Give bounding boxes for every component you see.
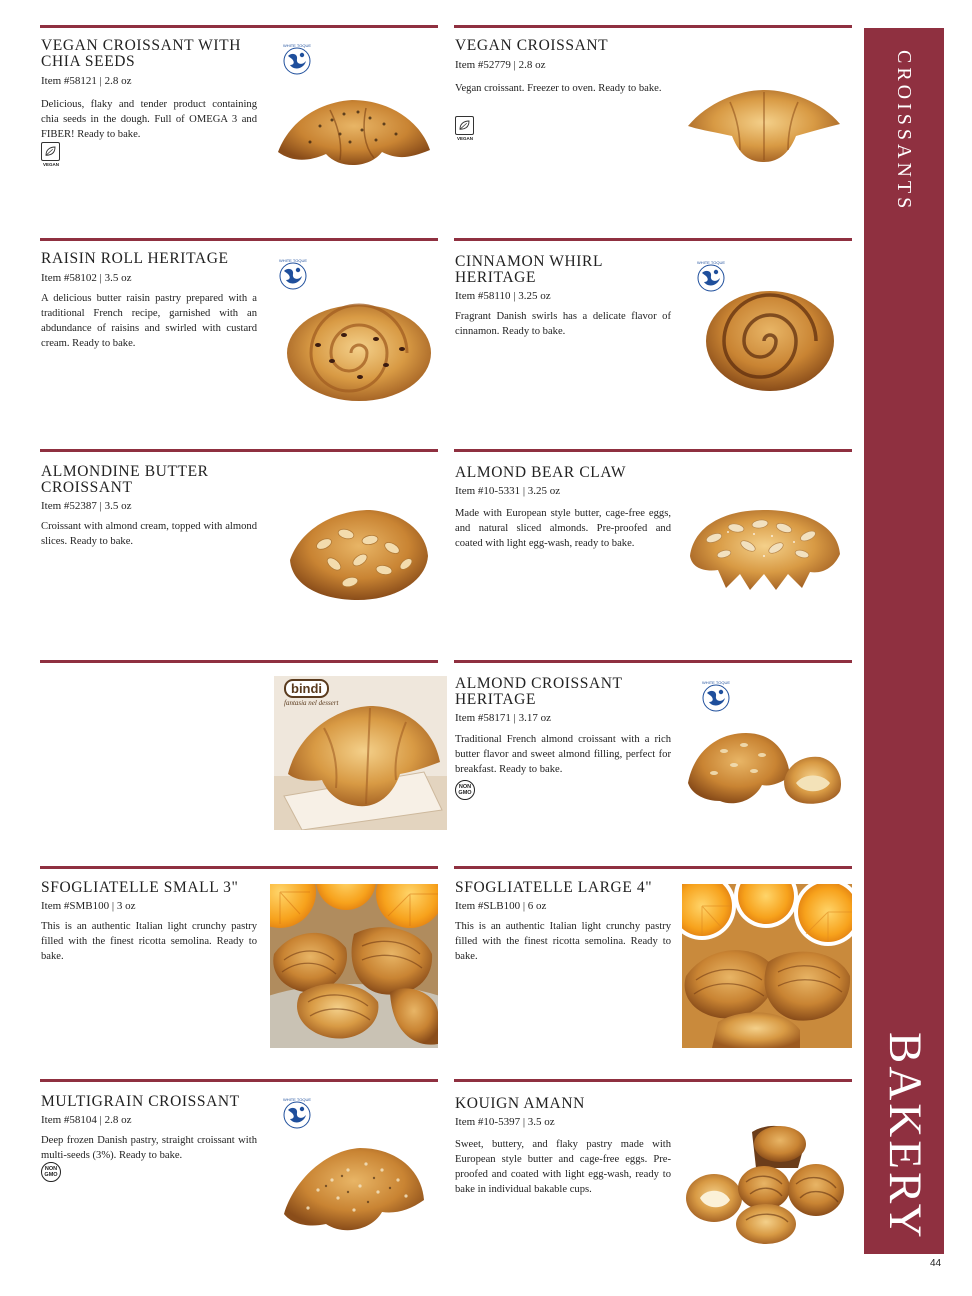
product-card bbox=[40, 1079, 438, 1254]
white-toque-badge-icon bbox=[276, 257, 310, 291]
product-title: VEGAN CROISSANT WITH CHIA SEEDS bbox=[41, 37, 242, 70]
product-item-number: Item #52387 | 3.5 oz bbox=[41, 500, 132, 512]
product-title: SFOGLIATELLE SMALL 3" bbox=[41, 879, 239, 896]
category-label: CROISSANTS bbox=[893, 50, 915, 213]
product-title: ALMOND BEAR CLAW bbox=[455, 464, 627, 481]
white-toque-badge-icon bbox=[280, 42, 314, 76]
product-photo bbox=[682, 884, 852, 1048]
product-title: ALMOND CROISSANT HERITAGE bbox=[455, 675, 623, 708]
department-label: BAKERY bbox=[879, 1032, 931, 1241]
product-item-number: Item #58171 | 3.17 oz bbox=[455, 712, 551, 724]
product-item-number: Item #58104 | 2.8 oz bbox=[41, 1114, 132, 1126]
non-gmo-icon: NON GMO bbox=[41, 1162, 61, 1182]
product-card bbox=[454, 866, 852, 1056]
product-item-number: Item #10-5331 | 3.25 oz bbox=[455, 485, 561, 497]
white-toque-badge-icon bbox=[699, 679, 733, 713]
product-photo bbox=[684, 80, 844, 170]
product-card bbox=[40, 25, 438, 215]
category-sidebar bbox=[864, 28, 944, 1254]
page-number: 44 bbox=[930, 1258, 942, 1269]
product-photo bbox=[684, 721, 846, 811]
product-title: RAISIN ROLL HERITAGE bbox=[41, 250, 229, 267]
product-item-number: Item #SMB100 | 3 oz bbox=[41, 900, 136, 912]
product-card bbox=[454, 660, 852, 850]
product-description: Made with European style butter, cage-free eggs, and natural sliced almonds. Pre-proofed and coated with light egg-wash, ready to bake. bbox=[455, 508, 671, 549]
product-title: CINNAMON WHIRL HERITAGE bbox=[455, 253, 603, 286]
product-card bbox=[40, 866, 438, 1056]
product-item-number: Item #58110 | 3.25 oz bbox=[455, 290, 551, 302]
product-card bbox=[454, 25, 852, 215]
vegan-icon: VEGAN bbox=[41, 142, 61, 168]
product-card bbox=[454, 1079, 852, 1254]
product-photo bbox=[270, 884, 438, 1048]
product-description: Deep frozen Danish pastry, straight croissant with multi-seeds (3%). Ready to bake. bbox=[41, 1135, 257, 1161]
product-card bbox=[40, 449, 438, 639]
product-item-number: Item #58121 | 2.8 oz bbox=[41, 75, 132, 87]
product-photo bbox=[278, 1140, 428, 1240]
product-card bbox=[454, 238, 852, 428]
product-photo bbox=[704, 285, 836, 395]
product-title: VEGAN CROISSANT bbox=[455, 37, 609, 54]
product-card bbox=[40, 238, 438, 428]
product-photo bbox=[284, 295, 434, 405]
product-title: SFOGLIATELLE LARGE 4" bbox=[455, 879, 653, 896]
product-item-number: Item #10-5397 | 3.5 oz bbox=[455, 1116, 555, 1128]
section-divider bbox=[40, 660, 438, 663]
product-description: Delicious, flaky and tender product containing chia seeds in the dough. Full of OMEGA 3 and FIBER! Ready to bake. bbox=[41, 99, 257, 140]
non-gmo-icon: NON GMO bbox=[455, 780, 475, 800]
product-description: Fragrant Danish swirls has a delicate flavor of cinnamon. Ready to bake. bbox=[455, 311, 671, 337]
product-item-number: Item #SLB100 | 6 oz bbox=[455, 900, 547, 912]
bindi-logo: bindi fantasia nel dessert bbox=[284, 681, 339, 707]
product-description: This is an authentic Italian light crunchy pastry filled with the finest ricotta semolina. Ready to bake. bbox=[455, 921, 671, 962]
product-title: ALMONDINE BUTTER CROISSANT bbox=[41, 463, 209, 496]
product-title: KOUIGN AMANN bbox=[455, 1095, 585, 1112]
product-photo bbox=[270, 80, 438, 188]
product-card bbox=[454, 449, 852, 639]
product-description: Croissant with almond cream, topped with almond slices. Ready to bake. bbox=[41, 521, 257, 547]
product-item-number: Item #58102 | 3.5 oz bbox=[41, 272, 132, 284]
product-photo bbox=[684, 502, 846, 594]
vegan-icon: VEGAN bbox=[455, 116, 475, 142]
product-description: A delicious butter raisin pastry prepared with a traditional French recipe, garnished with an abdundance of raisins and swirled with custard cream. Ready to bake. bbox=[41, 293, 257, 349]
product-photo bbox=[284, 504, 434, 604]
product-photo bbox=[684, 1122, 846, 1246]
product-title: MULTIGRAIN CROISSANT bbox=[41, 1093, 240, 1110]
product-item-number: Item #52779 | 2.8 oz bbox=[455, 59, 546, 71]
bindi-advertisement bbox=[274, 676, 447, 830]
product-description: Sweet, buttery, and flaky pastry made with European style butter and cage-free eggs. Pre-proofed and coated with light egg-wash, ready to bake in individual bakable cups. bbox=[455, 1139, 671, 1195]
product-description: This is an authentic Italian light crunchy pastry filled with the finest ricotta semolina. Ready to bake. bbox=[41, 921, 257, 962]
product-description: Traditional French almond croissant with a rich butter flavor and sweet almond filling, perfect for breakfast. Ready to bake. bbox=[455, 734, 671, 775]
white-toque-badge-icon bbox=[280, 1096, 314, 1130]
product-description: Vegan croissant. Freezer to oven. Ready to bake. bbox=[455, 83, 662, 94]
